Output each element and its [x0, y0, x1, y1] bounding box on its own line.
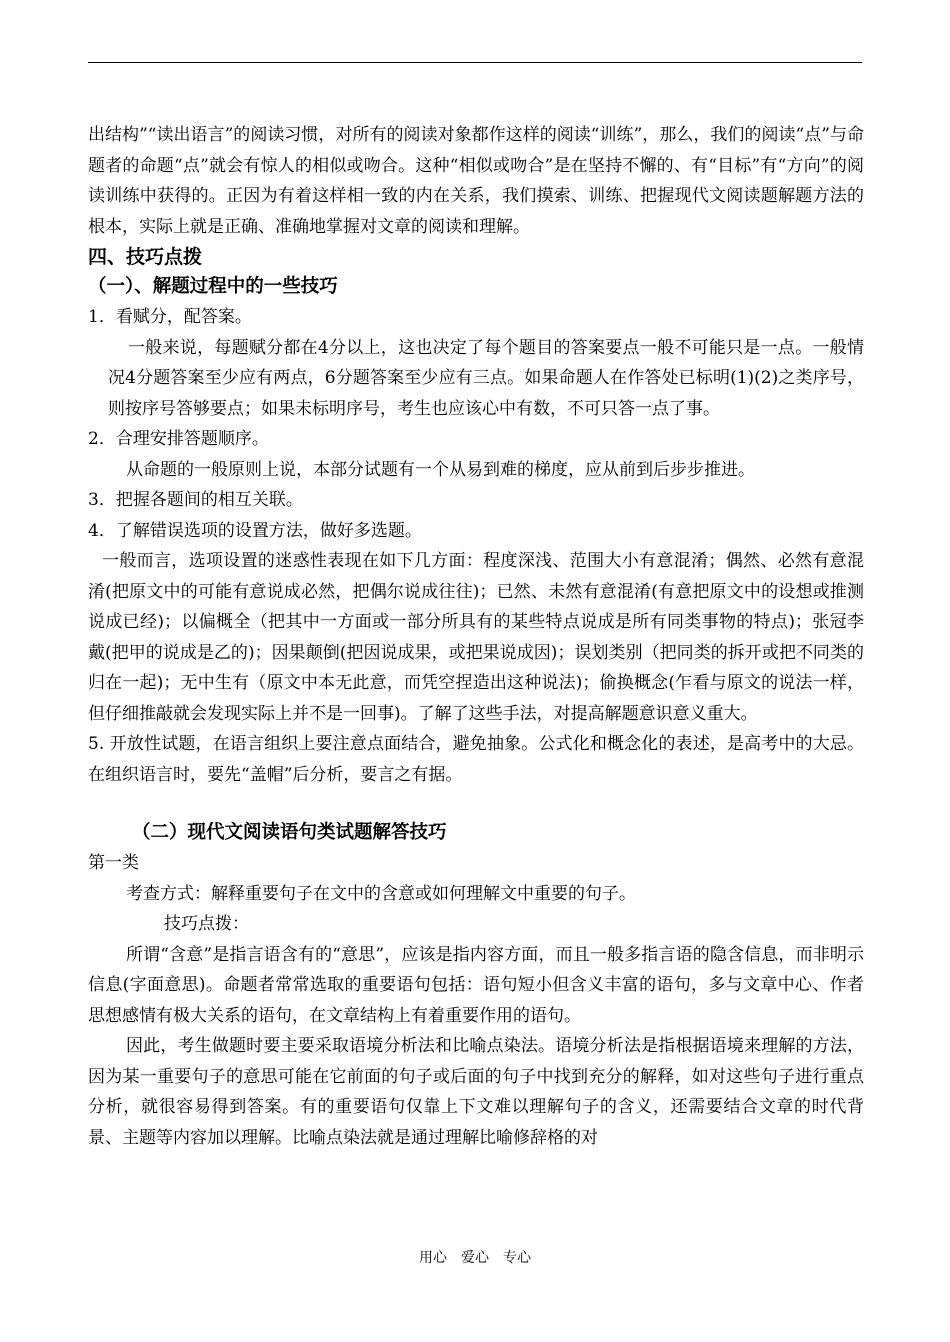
list-item-1: 1．看赋分，配答案。 — [88, 307, 252, 327]
spacer — [88, 790, 864, 818]
list-item-4: 4．了解错误选项的设置方法，做好多选题。 — [88, 520, 422, 541]
method-line: 考查方式：解释重要句子在文中的含意或如何理解文中重要的句子。 — [126, 883, 636, 904]
list-item-2: 2．合理安排答题顺序。 — [88, 429, 269, 449]
section-heading-4: 四、技巧点拨 — [88, 246, 203, 268]
document-body — [88, 120, 864, 1153]
header-rule — [88, 62, 862, 63]
list-item-4-body: 一般而言，选项设置的迷惑性表现在如下几方面：程度深浅、范围大小有意混淆；偶然、必然有意混淆(把原文中的可能有意说成必然，把偶尔说成往往)；已然、未然有意混淆(有意把原文中的设想或推测说成已经)；以偏概全（把其中一方面或一部分所具有的某些特点说成是所有同类事物的特点)；张冠李戴(把甲的说成是乙的)；因果颠倒(把因说成果，或把果说成因)；误划类别（把同类的拆开或把不同类的归在一起)；无中生有（原文中本无此意，而凭空捏造出这种说法)；偷换概念(乍看与原文的说法一样，但仔细推敲就会发现实际上并不是一回事)。了解了这些手法，对提高解题意识意义重大。 — [88, 551, 864, 724]
page-footer: 用心 爱心 专心 — [419, 1250, 531, 1266]
paragraph-meaning: 所谓“含意”是指言语含有的“意思”，应该是指内容方面，而且一般多指言语的隐含信息，而非明示信息(字面意思)。命题者常常选取的重要语句包括：语句短小但含义丰富的语句，多与文章中心、作者思想感情有极大关系的语句，在文章结构上有着重要作用的语句。 — [88, 944, 864, 1026]
list-item-1-body: 一般来说，每题赋分都在4分以上，这也决定了每个题目的答案要点一般不可能只是一点。一般情况4分题答案至少应有两点，6分题答案至少应有三点。如果命题人在作答处已标明(1)(2)之类序号，则按序号答够要点；如果未标明序号，考生也应该心中有数，不可只答一点了事。 — [108, 337, 864, 419]
paragraph-intro: 出结构”“读出语言”的阅读习惯，对所有的阅读对象都作这样的阅读“训练”，那么，我们的阅读“点”与命题者的命题“点”就会有惊人的相似或吻合。这种“相似或吻合”是在坚持不懈的、有“目标”有“方向”的阅读训练中获得的。正因为有着这样相一致的内在关系，我们摸索、训练、把握现代文阅读题解题方法的根本，实际上就是正确、准确地掌握对文章的阅读和理解。 — [88, 125, 864, 237]
list-item-2-body: 从命题的一般原则上说，本部分试题有一个从易到难的梯度，应从前到后步步推进。 — [126, 459, 755, 480]
paragraph-methods: 因此，考生做题时要主要采取语境分析法和比喻点染法。语境分析法是指根据语境来理解的方法，因为某一重要句子的意思可能在它前面的句子或后面的句子中找到充分的解释，如对这些句子进行重点分析，就很容易得到答案。有的重要语句仅靠上下文难以理解句子的含义，还需要结合文章的时代背景、主题等内容加以理解。比喻点染法就是通过理解比喻修辞格的对 — [88, 1036, 864, 1148]
category-label: 第一类 — [88, 853, 139, 873]
list-item-3: 3．把握各题间的相互关联。 — [88, 490, 303, 510]
subsection-heading-2: （二）现代文阅读语句类试题解答技巧 — [132, 822, 447, 843]
list-item-5: 5. 开放性试题，在语言组织上要注意点面结合，避免抽象。公式化和概念化的表述，是高考中的大忌。在组织语言时，要先“盖帽”后分析，要言之有据。 — [88, 734, 864, 785]
tip-label: 技巧点拨： — [164, 914, 249, 934]
subsection-heading-1: （一）、解题过程中的一些技巧 — [88, 276, 338, 297]
